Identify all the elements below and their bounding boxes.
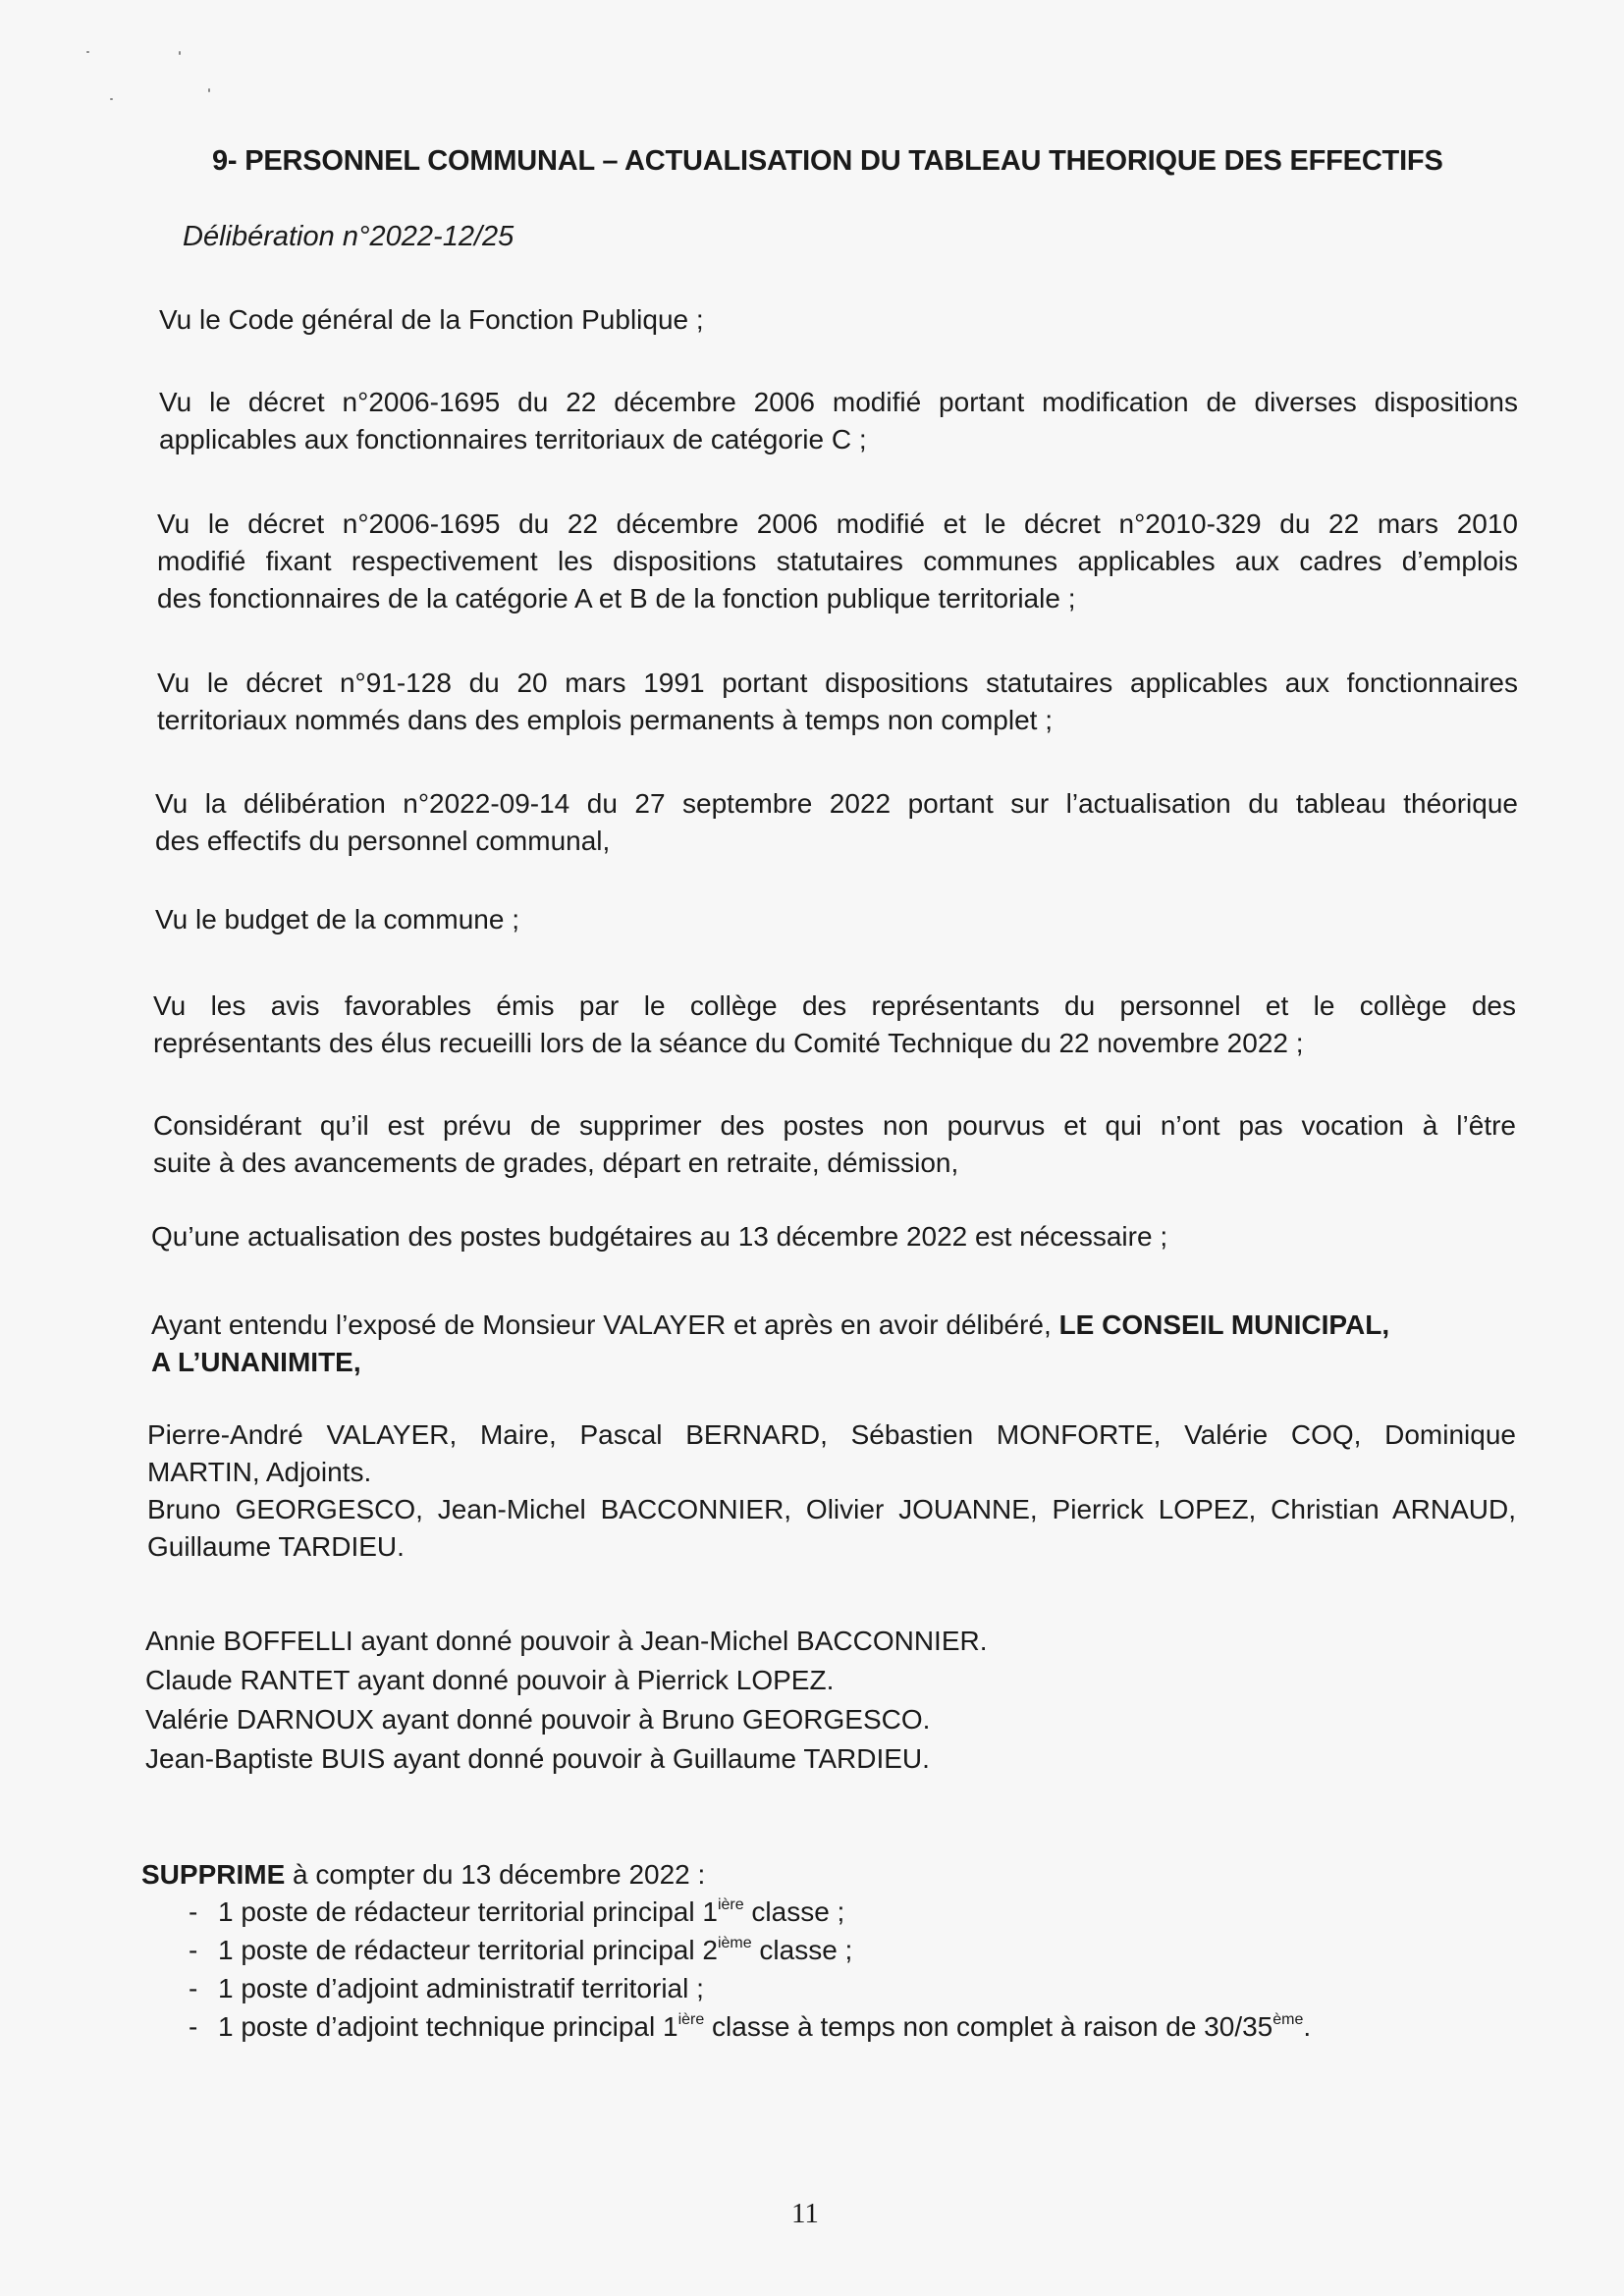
list-item: - 1 poste d’adjoint technique principal $1^{ière}$ classe à temps non complet à raison de 30/35ème. — [189, 2011, 1312, 2042]
consideration-code: Vu le Code général de la Fonction Publique ; — [159, 304, 704, 335]
consideration-actualisation: Qu’une actualisation des postes budgétaires au 13 décembre 2022 est nécessaire ; — [151, 1221, 1168, 1252]
proxies-list: Annie BOFFELLI ayant donné pouvoir à Jean-Michel BACCONNIER. Claude RANTET ayant donné pouvoir à Pierrick LOPEZ. Valérie DARNOUX ayant donné pouvoir à Bruno GEORGESCO. Jean-Baptiste BUIS ayant donné pouvoir à Guillaume TARDIEU. — [145, 1626, 988, 1774]
supprime-heading: SUPPRIME à compter du 13 décembre 2022 : — [141, 1859, 706, 1890]
document-title: 9- PERSONNEL COMMUNAL – ACTUALISATION DU TABLEAU THEORIQUE DES EFFECTIFS — [212, 145, 1443, 177]
decision-statement: Ayant entendu l’exposé de Monsieur VALAYER et après en avoir délibéré, LE CONSEIL MUNICIPAL, A L’UNANIMITE, — [151, 1309, 1390, 1377]
consideration-deliberation: Vu la délibération n°2022-09-14 du 27 septembre 2022 portant sur l’actualisation du tableau théorique des effectifs du personnel communal, — [155, 788, 1518, 856]
list-item: - 1 poste d’adjoint administratif territorial ; — [189, 1973, 704, 2003]
attendees-list: Pierre-André VALAYER, Maire, Pascal BERNARD, Sébastien MONFORTE, Valérie COQ, Dominique MARTIN, Adjoints. Bruno GEORGESCO, Jean-Michel BACCONNIER, Olivier JOUANNE, Pierrick LOPEZ, Christian ARNAUD, Guillaume TARDIEU. — [147, 1419, 1516, 1562]
consideration-decret-1991: Vu le décret n°91-128 du 20 mars 1991 portant dispositions statutaires applicables aux fonctionnaires territoriaux nommés dans des emplois permanents à temps non complet ; — [157, 667, 1518, 735]
consideration-budget: Vu le budget de la commune ; — [155, 904, 519, 934]
scan-speck — [179, 51, 181, 55]
page-number: 11 — [791, 2198, 819, 2229]
consideration-decret-2010: Vu le décret n°2006-1695 du 22 décembre 2006 modifié et le décret n°2010-329 du 22 mars 2010 modifié fixant respectivement les dispositions statutaires communes applicables aux cadres d’emplois des fonctionnaires de la catégorie A et B de la fonction publique territoriale ; — [157, 508, 1518, 614]
list-item: - 1 poste de rédacteur territorial principal $1^{ière}$ classe ; — [189, 1896, 845, 1927]
deliberation-number: Délibération n°2022-12/25 — [183, 221, 514, 252]
scan-speck — [208, 88, 210, 92]
consideration-suppression: Considérant qu’il est prévu de supprimer des postes non pourvus et qui n’ont pas vocation à l’être suite à des avancements de grades, départ en retraite, démission, — [153, 1110, 1516, 1178]
consideration-decret-2006: Vu le décret n°2006-1695 du 22 décembre 2006 modifié portant modification de diverses dispositions applicables aux fonctionnaires territoriaux de catégorie C ; — [159, 387, 1518, 454]
list-item: - 1 poste de rédacteur territorial principal 2ième classe ; — [189, 1935, 853, 1965]
scan-speck — [110, 98, 113, 100]
supprime-list — [189, 1893, 1311, 2046]
scan-speck — [86, 51, 89, 53]
consideration-avis: Vu les avis favorables émis par le collège des représentants du personnel et le collège des représentants des élus recueilli lors de la séance du Comité Technique du 22 novembre 2022 ; — [153, 990, 1516, 1058]
